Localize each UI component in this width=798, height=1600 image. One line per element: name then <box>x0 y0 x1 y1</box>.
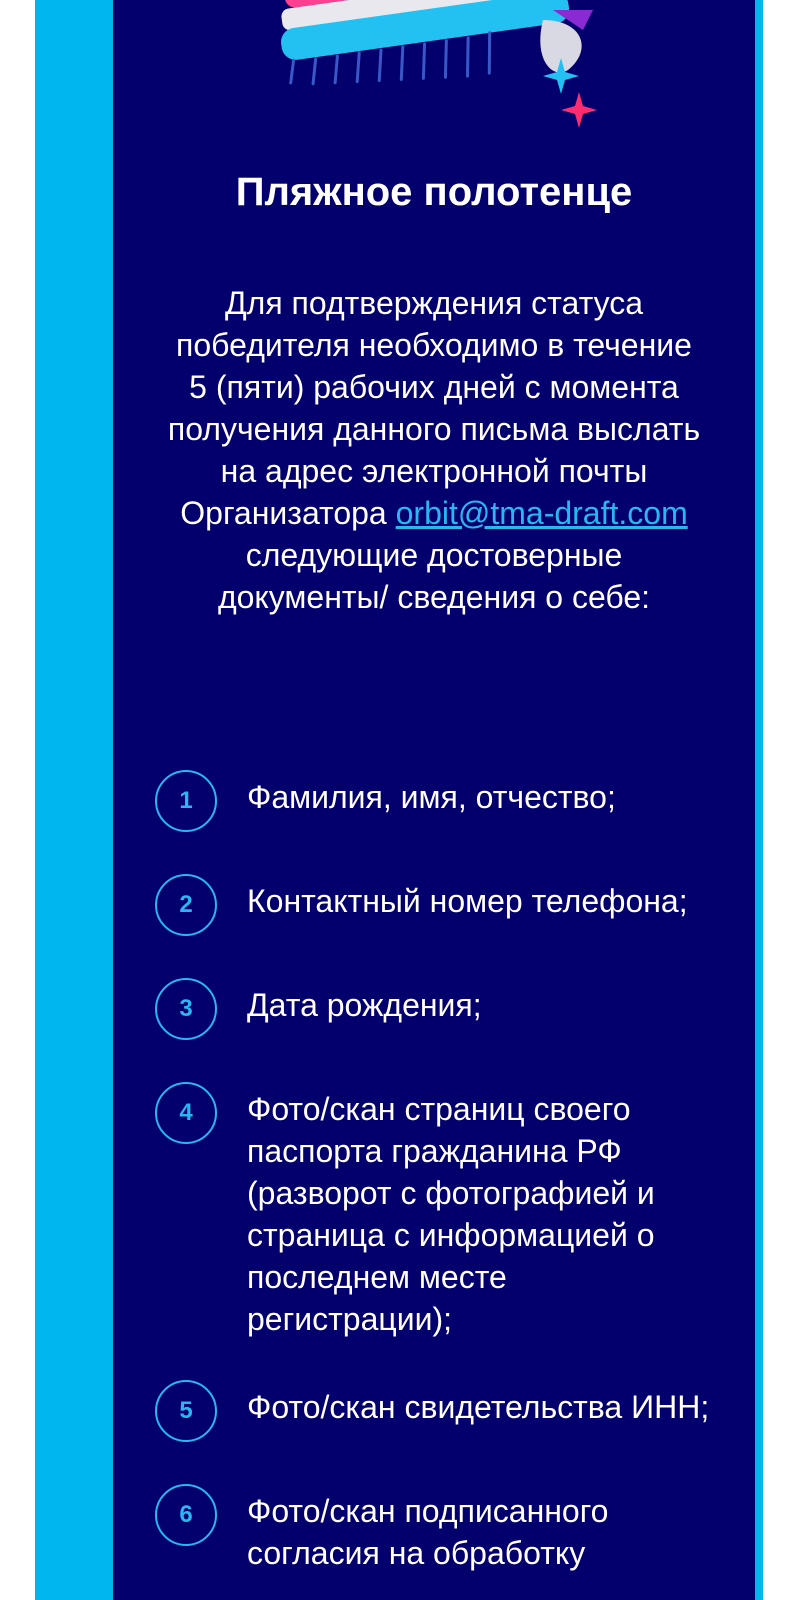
instructions-text <box>163 282 705 618</box>
number-badge: 5 <box>155 1380 217 1442</box>
page-background <box>35 0 763 1600</box>
beach-towel-illustration <box>113 0 755 150</box>
number-badge: 6 <box>155 1484 217 1546</box>
documents-list-item <box>155 1484 715 1574</box>
documents-list-item <box>155 770 715 834</box>
documents-list-item-text: Фамилия, имя, отчество; <box>247 779 616 815</box>
prize-title: Пляжное полотенце <box>235 170 633 214</box>
number-badge: 4 <box>155 1082 217 1144</box>
documents-list-item <box>155 1082 715 1340</box>
organizer-email-link[interactable]: orbit@tma-draft.com <box>395 495 688 531</box>
documents-list-item-text: Дата рождения; <box>247 987 482 1023</box>
documents-list-item-text: Фото/скан страниц своего паспорта гражданина РФ (разворот с фотографией и страница с информацией о последнем месте регистрации); <box>247 1091 655 1337</box>
documents-list-item <box>155 978 715 1042</box>
documents-list-item-text: Фото/скан подписанного согласия на обработку <box>247 1493 609 1571</box>
instructions-text-before: Для подтверждения статуса победителя необходимо в течение 5 (пяти) рабочих дней с момента получения данного письма выслать на адрес электронной почты Организатора <box>167 285 701 531</box>
documents-list-item-text: Фото/скан свидетельства ИНН; <box>247 1389 710 1425</box>
prize-card <box>113 0 755 1600</box>
number-badge: 1 <box>155 770 217 832</box>
number-badge: 3 <box>155 978 217 1040</box>
documents-list <box>155 770 715 1600</box>
instructions-text-after: следующие достоверные документы/ сведения о себе: <box>217 537 651 615</box>
documents-list-item <box>155 1380 715 1444</box>
number-badge: 2 <box>155 874 217 936</box>
documents-list-item-text: Контактный номер телефона; <box>247 883 688 919</box>
sparkle-pink-icon <box>561 92 597 128</box>
documents-list-item <box>155 874 715 938</box>
